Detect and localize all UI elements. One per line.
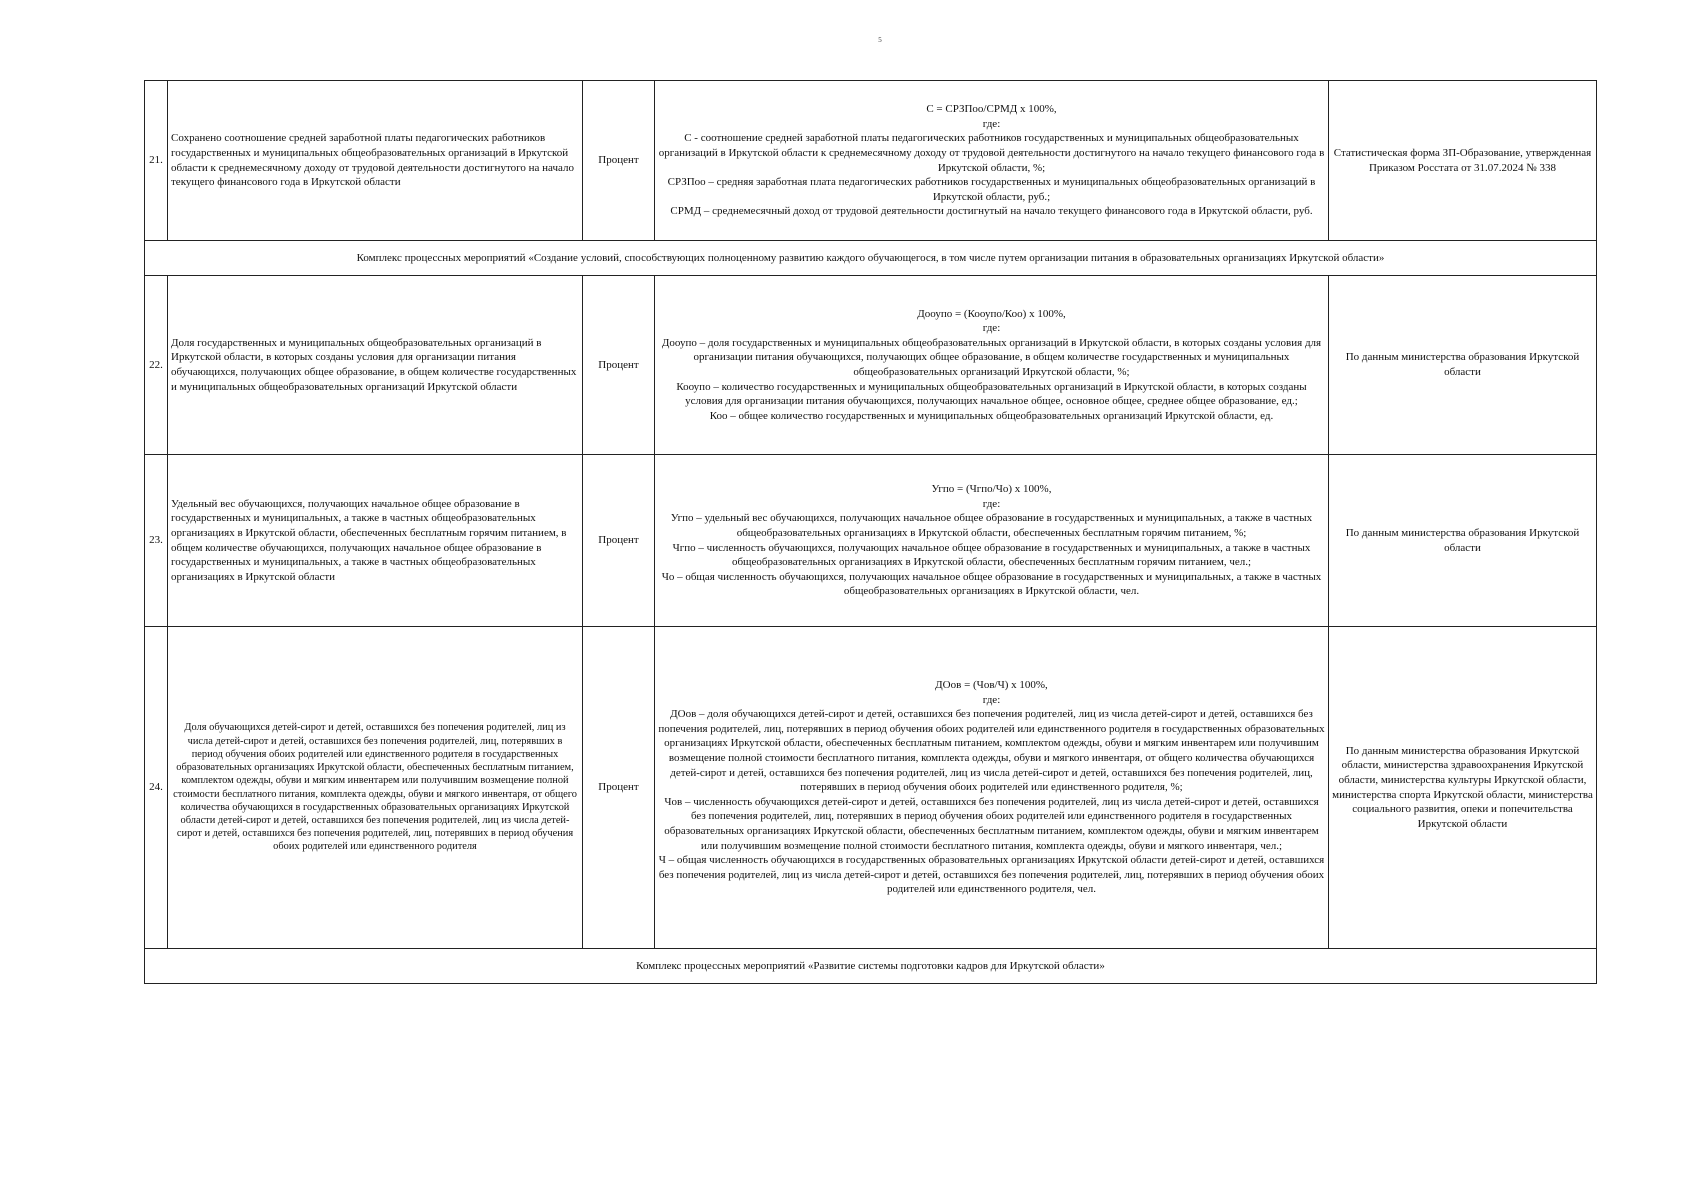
indicators-table (144, 80, 1597, 984)
table-row (145, 81, 1597, 241)
indicator-name: Сохранено соотношение средней заработной платы педагогических работников государственных и муниципальных общеобразовательных организаций в Иркутской области к среднемесячному доходу от трудовой деятельности достигнутого на начало текущего финансового года в Иркутской области (168, 81, 583, 241)
formula-line: СРМД – среднемесячный доход от трудовой деятельности достигнутый на начало текущего финансового года в Иркутской области, руб. (670, 205, 1313, 218)
row-number: 21. (145, 81, 168, 241)
calculation-formula (655, 455, 1329, 627)
unit-of-measure: Процент (583, 276, 655, 455)
formula-line: где: (982, 117, 1001, 130)
section-row (145, 241, 1597, 276)
data-source: По данным министерства образования Иркутской области (1329, 276, 1597, 455)
unit-of-measure: Процент (583, 627, 655, 949)
indicator-name: Доля государственных и муниципальных общеобразовательных организаций в Иркутской области, в которых созданы условия для организации питания обучающихся, получающих общее образование, в общем количестве государственных и муниципальных общеобразовательных организаций Иркутской области (168, 276, 583, 455)
formula-line: ДОов = (Чов/Ч) х 100%, (935, 679, 1048, 692)
formula-line: СРЗПоо – средняя заработная плата педагогических работников государственных и муниципальных общеобразовательных организаций в Иркутской области, руб.; (667, 176, 1316, 203)
formula-line: где: (982, 693, 1001, 706)
data-source: Статистическая форма ЗП-Образование, утвержденная Приказом Росстата от 31.07.2024 № 338 (1329, 81, 1597, 241)
data-source: По данным министерства образования Иркутской области, министерства здравоохранения Иркутской области, министерства культуры Иркутской области, министерства спорта Иркутской области, министерства социального развития, опеки и попечительства Иркутской области (1329, 627, 1597, 949)
formula-line: Дооупо – доля государственных и муниципальных общеобразовательных организаций в Иркутской области, в которых созданы условия для организации питания обучающихся, получающих общее образование, в общем количестве государственных и муниципальных общеобразовательных организаций Иркутской области, %; (661, 336, 1322, 378)
section-title: Комплекс процессных мероприятий «Создание условий, способствующих полноценному развитию каждого обучающегося, в том числе путем организации питания в образовательных организациях Иркутской области» (145, 241, 1597, 276)
formula-line: Кооупо – количество государственных и муниципальных общеобразовательных организаций в Иркутской области, в которых созданы условия для организации питания обучающихся, получающих начальное общее, основное общее, среднее общее образование, ед.; (676, 380, 1307, 408)
formula-line: Чов – численность обучающихся детей-сирот и детей, оставшихся без попечения родителей, лиц из числа детей-сирот и детей, оставшихся без попечения родителей, лиц, потерявших в период обучения обоих родителей или единственного родителя в государственных образовательных организациях Иркутской области, обеспеченных бесплатным питанием, комплектом одежды, обуви и мягким инвентарем или получившим возмещение полной стоимости бесплатного питания, комплекта одежды, обуви и мягкого инвентаря, чел.; (664, 795, 1319, 852)
indicator-name: Удельный вес обучающихся, получающих начальное общее образование в государственных и муниципальных, а также в частных общеобразовательных организациях в Иркутской области, обеспеченных бесплатным горячим питанием, в общем количестве обучающихся, получающих начальное общее образование в государственных и муниципальных, а также в частных общеобразовательных организациях в Иркутской области (168, 455, 583, 627)
calculation-formula (655, 81, 1329, 241)
unit-of-measure: Процент (583, 81, 655, 241)
data-source: По данным министерства образования Иркутской области (1329, 455, 1597, 627)
indicator-name: Доля обучающихся детей-сирот и детей, оставшихся без попечения родителей, лиц из числа детей-сирот и детей, оставшихся без попечения родителей, лиц, потерявших в период обучения обоих родителей или единственного родителя в государственных образовательных организациях Иркутской области, обеспеченных бесплатным питанием, комплектом одежды, обуви и мягким инвентарем или получившим возмещение полной стоимости бесплатного питания, комплекта одежды, обуви и мягкого инвентаря, от общего количества обучающихся в государственных образовательных организациях Иркутской области детей-сирот и детей, оставшихся без попечения родителей, лиц из числа детей-сирот и детей, оставшихся без попечения родителей, лиц, потерявших в период обучения обоих родителей или единственного родителя (168, 627, 583, 949)
formula-line: Угпо = (Чгпо/Чо) х 100%, (931, 483, 1052, 496)
formula-line: Угпо – удельный вес обучающихся, получающих начальное общее образование в государственных и муниципальных, а также в частных общеобразовательных организациях в Иркутской области, обеспеченных бесплатным горячим питанием, %; (670, 512, 1313, 539)
table-row (145, 276, 1597, 455)
formula-line: Ч – общая численность обучающихся в государственных образовательных организациях Иркутской области детей-сирот и детей, оставшихся без попечения родителей, лиц из числа детей-сирот и детей, оставшихся без попечения родителей, лиц, потерявших в период обучения обоих родителей или единственного родителя, чел. (658, 854, 1325, 896)
formula-line: Дооупо = (Кооупо/Коо) х 100%, (917, 307, 1066, 320)
formula-line: где: (982, 497, 1001, 510)
table-row (145, 627, 1597, 949)
formula-line: где: (982, 322, 1001, 335)
page-number: 5 (878, 36, 882, 44)
formula-line: ДОов – доля обучающихся детей-сирот и детей, оставшихся без попечения родителей, лиц из числа детей-сирот и детей, оставшихся без попечения родителей, лиц, потерявших в период обучения обоих родителей или единственного родителя в государственных образовательных организациях Иркутской области, обеспеченных бесплатным питанием, комплектом одежды, обуви и мягким инвентарем или получившим возмещение полной стоимости бесплатного питания, комплекта одежды, обуви и мягкого инвентаря, от общего количества обучающихся детей-сирот и детей, оставшихся без попечения родителей, лиц из числа детей-сирот и детей, оставшихся без попечения родителей, лиц, потерявших в период обучения обоих родителей или единственного родителя, %; (658, 708, 1325, 794)
row-number: 24. (145, 627, 168, 949)
formula-line: С = СРЗПоо/СРМД х 100%, (926, 103, 1057, 116)
formula-line: Чгпо – численность обучающихся, получающих начальное общее образование в государственных и муниципальных, а также в частных общеобразовательных организациях в Иркутской области, обеспеченных бесплатным горячим питанием, чел.; (672, 541, 1311, 569)
section-title: Комплекс процессных мероприятий «Развитие системы подготовки кадров для Иркутской области» (145, 949, 1597, 984)
formula-line: Чо – общая численность обучающихся, получающих начальное общее образование в государственных и муниципальных, а также в частных общеобразовательных организациях в Иркутской области, чел. (661, 570, 1322, 598)
formula-line: Коо – общее количество государственных и муниципальных общеобразовательных организаций Иркутской области, ед. (709, 409, 1274, 422)
calculation-formula (655, 276, 1329, 455)
formula-line: С - соотношение средней заработной платы педагогических работников государственных и муниципальных общеобразовательных организаций в Иркутской области к среднемесячному доходу от трудовой деятельности достигнутого на начало текущего финансового года в Иркутской области, %; (658, 132, 1325, 174)
section-row (145, 949, 1597, 984)
table-row (145, 455, 1597, 627)
row-number: 23. (145, 455, 168, 627)
row-number: 22. (145, 276, 168, 455)
unit-of-measure: Процент (583, 455, 655, 627)
calculation-formula (655, 627, 1329, 949)
